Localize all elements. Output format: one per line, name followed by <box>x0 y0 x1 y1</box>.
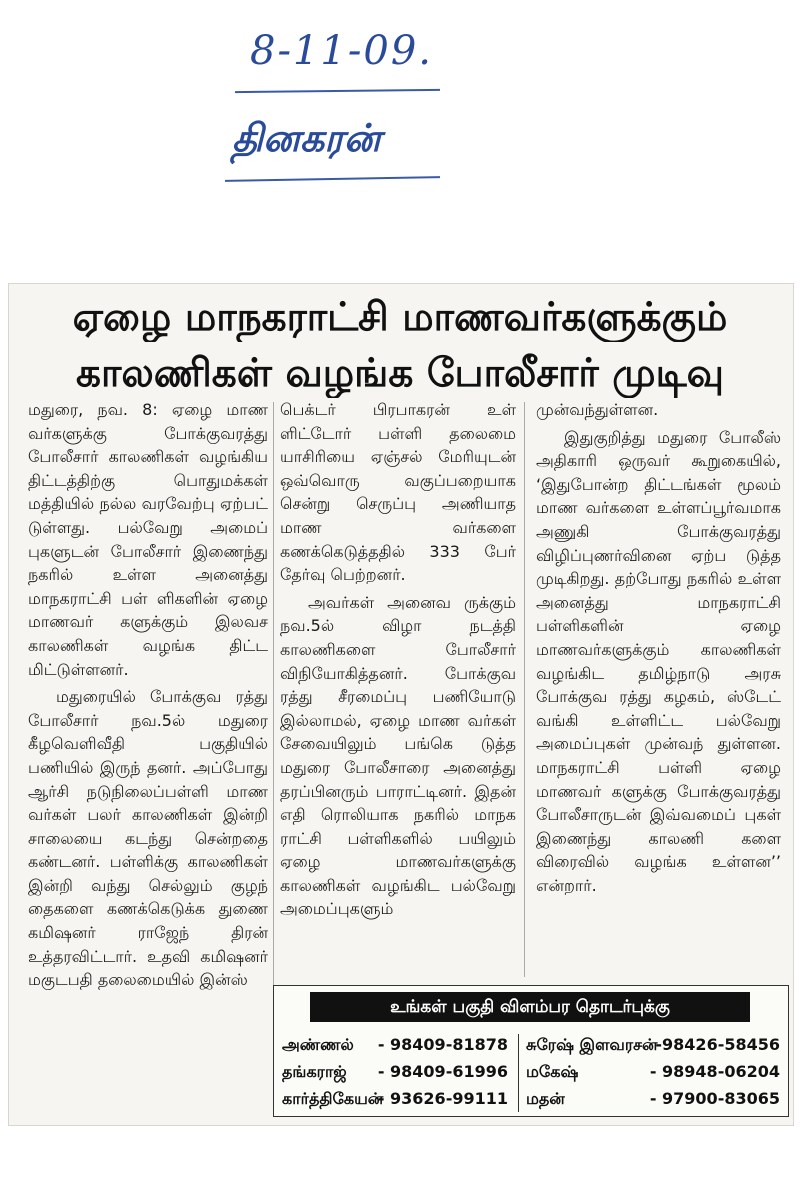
contact-phone: - 98409-81878 <box>377 1035 508 1054</box>
ad-contact-row <box>526 1034 780 1056</box>
headline-line-1: ஏழை மாநகராட்சி மாணவர்களுக்கும் <box>72 295 728 340</box>
paragraph: இதுகுறித்து மதுரை போலீஸ் அதிகாரி ஒருவர் கூறுகையில், ‘இதுபோன்ற திட்டங்கள் மூலம் மாண வர்களை உள்ளப்பூர்வமாக அணுகி போக்குவரத்து விழிப்புணர்வினை ஏற்ப டுத்த முடிகிறது. தற்போது நகரில் உள்ள அனைத்து மாநகராட்சி பள்ளிகளின் ஏழை மாணவர்களுக்கும் காலணிகள் வழங்கிட தமிழ்நாடு அரசு போக்குவ ரத்து கழகம், ஸ்டேட் வங்கி உள்ளிட்ட பல்வேறு அமைப்புகள் முன்வந் துள்ளன. மாநகராட்சி பள்ளி ஏழை மாணவர் களுக்கு போக்குவரத்து போலீசாருடன் இவ்வமைப் புகள் இணைந்து காலணி களை விரைவில் வழங்க உள்ளன’’ என்றார். <box>536 427 781 895</box>
ad-contact-row <box>526 1061 780 1083</box>
ad-contact-row <box>282 1061 508 1083</box>
paragraph: மதுரையில் போக்குவ ரத்து போலீசார் நவ.5ல் மதுரை கீழவெளிவீதி பகுதியில் பணியில் இருந் தனர். அப்போது ஆர்சி நடுநிலைப்பள்ளி மாண வர்கள் பலர் காலணிகள் இன்றி சாலையை கடந்து சென்றதை கண்டனர். பள்ளிக்கு காலணிகள் இன்றி வந்து செல்லும் குழந் தைகளை கணக்கெடுக்க துணை கமிஷனர் ராஜேந் திரன் உத்தரவிட்டார். உதவி கமிஷனர் மகுடபதி தலைமையில் இன்ஸ் <box>28 687 268 990</box>
contact-name: அண்ணல் <box>282 1035 354 1054</box>
article-column-1 <box>28 398 268 1118</box>
contact-name: தங்கராஜ் <box>282 1062 347 1081</box>
contact-phone: - 98409-61996 <box>377 1062 508 1081</box>
paragraph: பெக்டர் பிரபாகரன் உள் ளிட்டோர் பள்ளி தலைமை யாசிரியை ஏஞ்சல் மேரியுடன் ஒவ்வொரு வகுப்பறையாக சென்று செருப்பு அணியாத மாண வர்களை கணக்கெடுத்ததில் 333 பேர் தேர்வு பெற்றனர். <box>280 400 516 585</box>
contact-phone: - 93626-99111 <box>377 1089 508 1108</box>
ad-contact-row <box>282 1034 508 1056</box>
contact-name: கார்த்திகேயன் <box>282 1089 384 1108</box>
ad-header: உங்கள் பகுதி விளம்பர தொடர்புக்கு <box>310 992 750 1022</box>
article-column-3 <box>536 398 781 978</box>
paragraph: முன்வந்துள்ளன. <box>536 400 659 419</box>
ad-contact-row <box>282 1088 508 1110</box>
column-divider <box>524 402 525 977</box>
handwritten-date: 8-11-09. <box>250 28 433 74</box>
ad-contact-box <box>273 985 789 1117</box>
contact-phone: - 97900-83065 <box>649 1089 780 1108</box>
ad-contact-row <box>526 1088 780 1110</box>
handwritten-newspaper-name: தினகரன் <box>232 115 381 160</box>
contact-phone: - 98948-06204 <box>649 1062 780 1081</box>
article-column-2 <box>280 398 516 978</box>
headline-line-2: காலணிகள் வழங்க போலீசார் முடிவு <box>76 351 724 396</box>
paragraph: அவர்கள் அனைவ ருக்கும் நவ.5ல் விழா நடத்தி காலணிகளை போலீசார் விநியோகித்தனர். போக்குவ ரத்து சீரமைப்பு பணியோடு இல்லாமல், ஏழை மாண வர்கள் சேவையிலும் பங்கெ டுத்த மதுரை போலீசாரை அனைத்து தரப்பினரும் பாராட்டினர். இதன் எதி ரொலியாக நகரில் மாநக ராட்சி பள்ளிகளில் பயிலும் ஏழை மாணவர்களுக்கு காலணிகள் வழங்கிட பல்வேறு அமைப்புகளும் <box>280 592 516 919</box>
handwritten-underline <box>225 176 440 182</box>
contact-phone: -98426-58456 <box>655 1035 780 1054</box>
contact-name: சுரேஷ் இளவரசன் <box>526 1035 658 1054</box>
contact-name: மகேஷ் <box>526 1062 579 1081</box>
paragraph: மதுரை, நவ. 8: ஏழை மாண வர்களுக்கு போக்குவரத்து போலீசார் காலணிகள் வழங்கிய திட்டத்திற்கு பொதுமக்கள் மத்தியில் நல்ல வரவேற்பு ஏற்பட் டுள்ளது. பல்வேறு அமைப் புகளுடன் போலீசார் இணைந்து நகரில் உள்ள அனைத்து மாநகராட்சி பள் ளிகளின் ஏழை மாணவர் களுக்கும் இலவச காலணிகள் வழங்க திட்ட மிட்டுள்ளனர். <box>28 400 268 679</box>
contact-name: மதன் <box>526 1089 565 1108</box>
ad-divider <box>518 1034 519 1112</box>
handwritten-underline <box>235 89 440 93</box>
